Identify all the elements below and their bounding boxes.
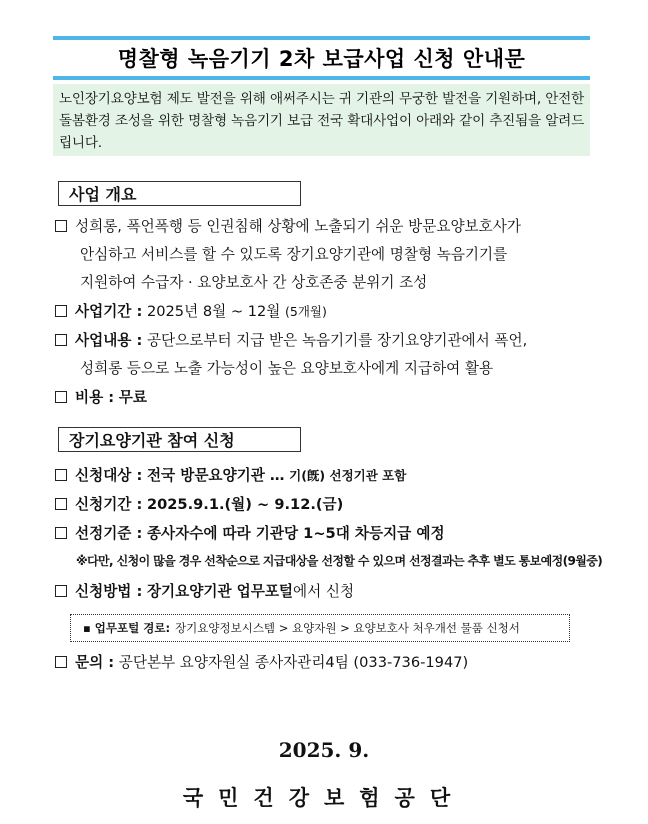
application-period-item — [55, 491, 595, 519]
purpose-line-2: 안심하고 서비스를 할 수 있도록 장기요양기관에 명찰형 녹음기기를 — [80, 246, 508, 263]
criteria-value: 종사자수에 따라 기관당 1~5대 차등지급 예정 — [146, 525, 445, 542]
application-target-item — [55, 462, 595, 490]
method-label: 신청방법 : — [75, 583, 143, 600]
application-method-item — [55, 578, 595, 606]
portal-path-label: ▪ 업무포털 경로: — [83, 621, 171, 635]
portal-path-value: 장기요양정보시스템 > 요양자원 > 요양보호사 처우개선 물품 신청서 — [175, 621, 520, 635]
target-note: 기(旣) 선정기관 포함 — [289, 468, 407, 483]
intro-paragraph: 노인장기요양보험 제도 발전을 위해 애써주시는 귀 기관의 무궁한 발전을 기원하며, 안전한 돌봄환경 조성을 위한 명찰형 녹음기기 보급 전국 확대사업이 아래와 같이 추진됨을 알려드립니다. — [53, 84, 590, 156]
checkbox-square-icon — [55, 305, 67, 317]
document-date: 2025. 9. — [278, 738, 370, 762]
page-title: 명찰형 녹음기기 2차 보급사업 신청 안내문 — [117, 47, 526, 71]
checkbox-square-icon — [55, 220, 67, 232]
contact-item — [55, 649, 595, 677]
period-note: (5개월) — [285, 304, 327, 319]
checkbox-square-icon — [55, 469, 67, 481]
checkbox-square-icon — [55, 391, 67, 403]
application-period-value: 2025.9.1.(월) ~ 9.12.(금) — [146, 496, 344, 513]
content-line-1: 공단으로부터 지급 받은 녹음기기를 장기요양기관에서 폭언, — [146, 332, 528, 349]
checkbox-square-icon — [55, 656, 67, 668]
checkbox-square-icon — [55, 585, 67, 597]
method-value-portal: 장기요양기관 업무포털 — [146, 583, 294, 600]
criteria-note: ※다만, 신청이 많을 경우 선착순으로 지급대상을 선정할 수 있으며 선정결과는 추후 별도 통보예정(9월중) — [76, 554, 603, 568]
overview-period-item — [55, 298, 595, 326]
content-label: 사업내용 : — [75, 332, 143, 349]
title-bar — [53, 36, 590, 80]
portal-path-box — [70, 614, 570, 642]
cost-label: 비용 : — [75, 389, 115, 406]
method-value-rest: 에서 신청 — [293, 583, 355, 600]
period-label: 사업기간 : — [75, 303, 143, 320]
period-value: 2025년 8월 ~ 12월 — [146, 303, 281, 320]
section-heading-application: 장기요양기관 참여 신청 — [58, 427, 301, 452]
content-line-2: 성희롱 등으로 노출 가능성이 높은 요양보호사에게 지급하여 활용 — [80, 360, 494, 377]
application-criteria-item — [55, 520, 595, 548]
overview-purpose-item — [55, 213, 595, 297]
overview-content-item — [55, 327, 595, 383]
section-heading-overview: 사업 개요 — [58, 181, 301, 206]
contact-label: 문의 : — [75, 654, 115, 671]
checkbox-square-icon — [55, 498, 67, 510]
checkbox-square-icon — [55, 334, 67, 346]
overview-cost-item — [55, 384, 595, 412]
purpose-line-3: 지원하여 수급자 · 요양보호사 간 상호존중 분위기 조성 — [80, 274, 428, 291]
application-period-label: 신청기간 : — [75, 496, 143, 513]
target-value: 전국 방문요양기관 … — [146, 467, 285, 484]
organization-name: 국민건강보험공단 — [182, 785, 466, 810]
checkbox-square-icon — [55, 527, 67, 539]
target-label: 신청대상 : — [75, 467, 143, 484]
purpose-line-1: 성희롱, 폭언폭행 등 인권침해 상황에 노출되기 쉬운 방문요양보호사가 — [75, 218, 521, 235]
contact-value: 공단본부 요양자원실 종사자관리4팀 (033-736-1947) — [118, 654, 469, 671]
criteria-label: 선정기준 : — [75, 525, 143, 542]
cost-value: 무료 — [118, 389, 147, 406]
